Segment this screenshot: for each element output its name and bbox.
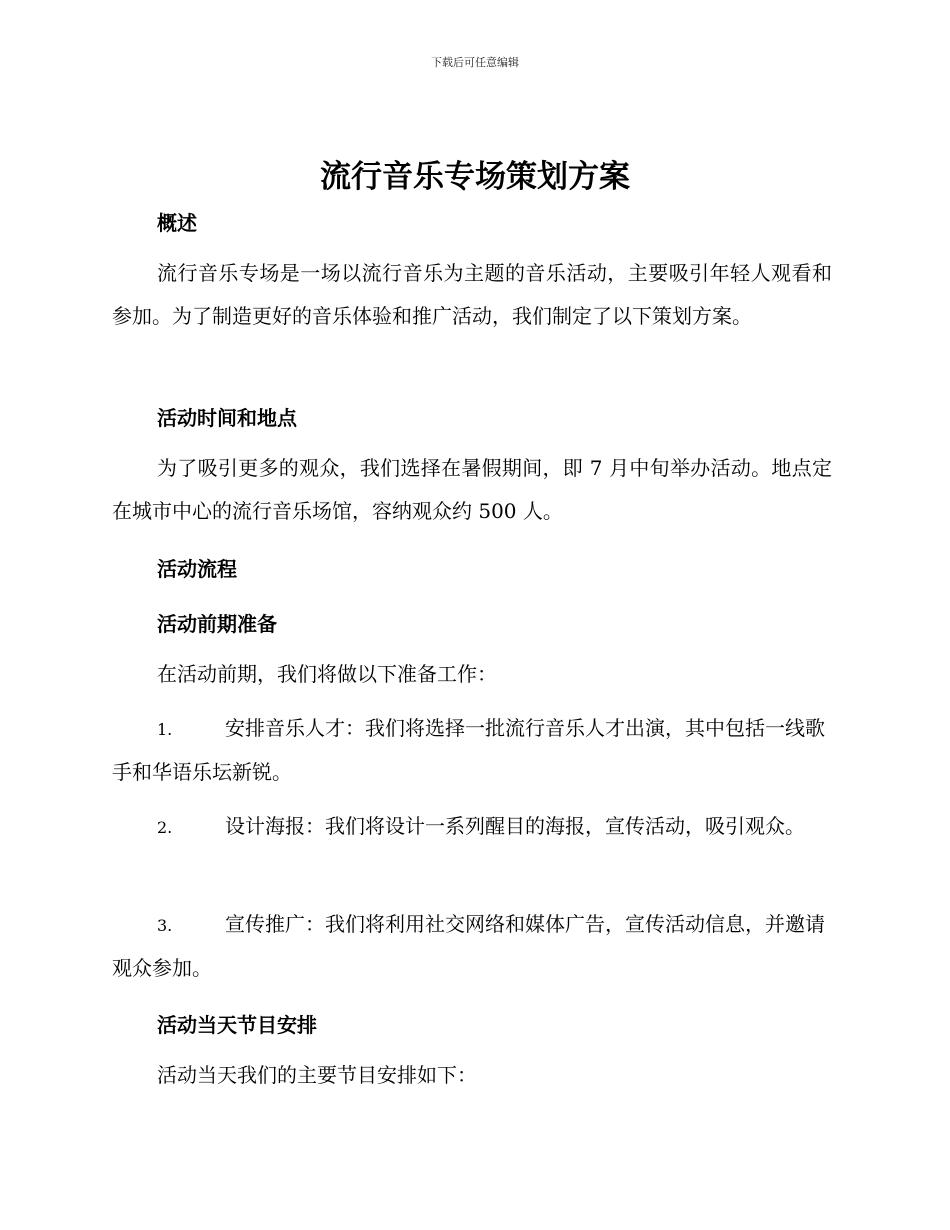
list-item-prep-3 [112,903,832,990]
list-item-text: 宣传推广：我们将利用社交网络和媒体广告，宣传活动信息，并邀请观众参加。 [112,912,825,980]
section-heading-time-place: 活动时间和地点 [157,406,297,430]
document-title: 流行音乐专场策划方案 [320,159,630,195]
list-number: 1. [157,720,173,739]
paragraph-day-intro: 活动当天我们的主要节目安排如下： [157,1063,477,1087]
section-heading-overview: 概述 [157,211,197,235]
header-note: 下载后可任意编辑 [431,56,519,69]
list-item-text: 设计海报：我们将设计一系列醒目的海报，宣传活动，吸引观众。 [225,814,805,838]
section-heading-day-program: 活动当天节目安排 [157,1013,317,1037]
list-item-prep-1 [112,707,832,794]
list-number: 3. [157,916,173,935]
list-number: 2. [157,818,173,837]
list-item-text: 安排音乐人才：我们将选择一批流行音乐人才出演，其中包括一线歌手和华语乐坛新锐。 [112,716,825,784]
section-heading-preparation: 活动前期准备 [157,612,277,636]
list-item-prep-2 [112,805,832,849]
paragraph-overview: 流行音乐专场是一场以流行音乐为主题的音乐活动，主要吸引年轻人观看和参加。为了制造更好的音乐体验和推广活动，我们制定了以下策划方案。 [112,261,832,328]
section-heading-flow: 活动流程 [157,557,237,581]
paragraph-time-place: 为了吸引更多的观众，我们选择在暑假期间，即 7 月中旬举办活动。地点定在城市中心的流行音乐场馆，容纳观众约 500 人。 [112,456,832,523]
paragraph-prep-intro: 在活动前期，我们将做以下准备工作： [157,662,497,686]
